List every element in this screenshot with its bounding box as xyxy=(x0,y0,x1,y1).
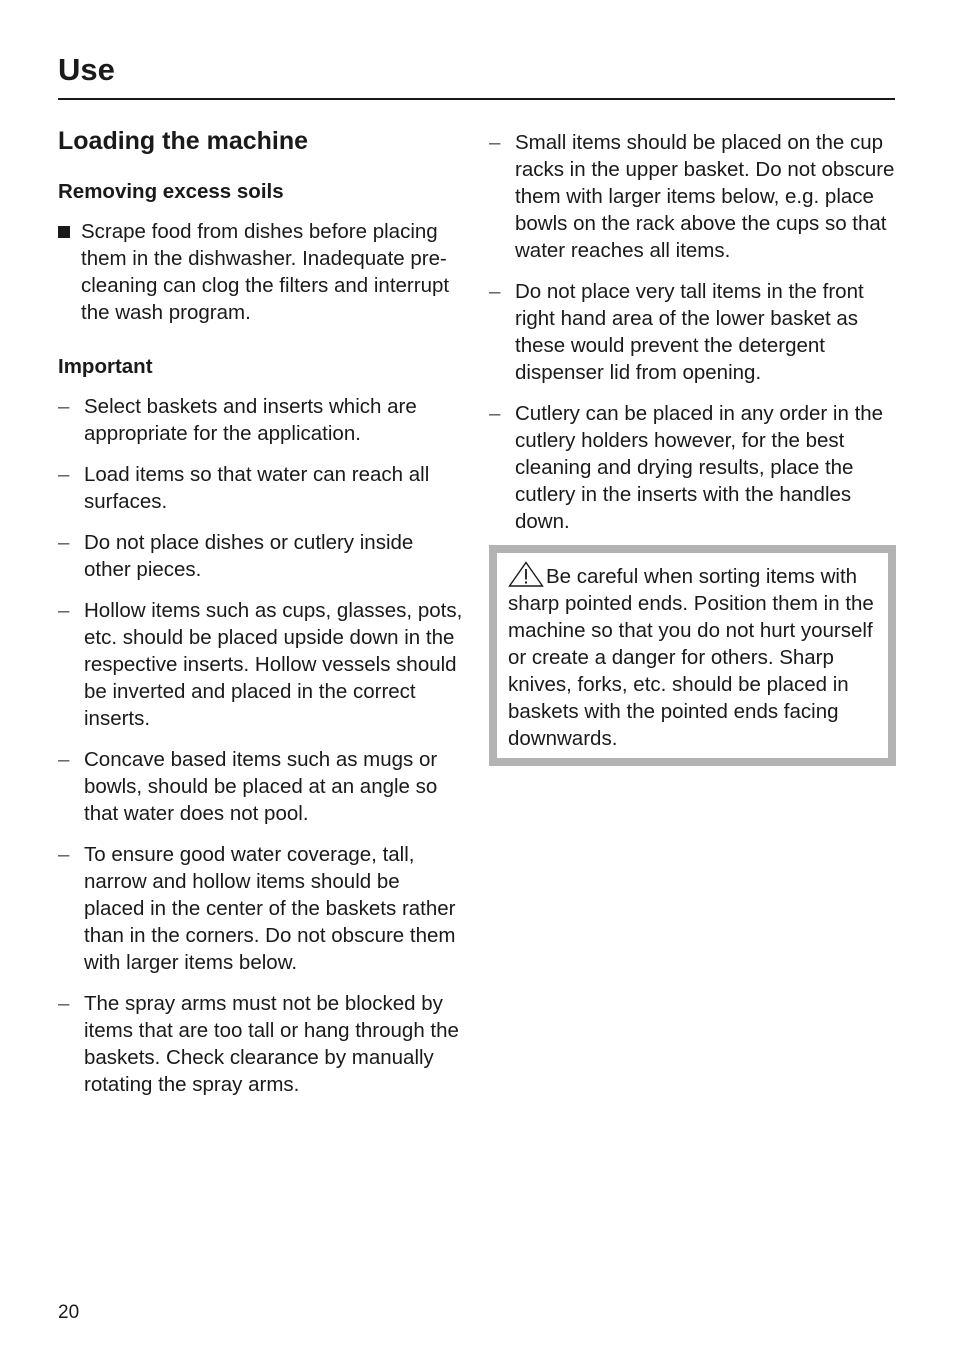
dash-bullet-icon: – xyxy=(58,395,70,418)
list-item-text: Load items so that water can reach all surfaces. xyxy=(84,463,430,513)
important-heading: Important xyxy=(58,355,153,378)
warning-box xyxy=(489,545,896,766)
dash-bullet-icon: – xyxy=(58,531,70,554)
list-item-text: Do not place very tall items in the front right hand area of the lower basket as these would prevent the detergent dispenser lid from opening. xyxy=(515,280,864,384)
dash-bullet-icon: – xyxy=(489,131,501,154)
list-item-text: Scrape food from dishes before placing them in the dishwasher. Inadequate pre-cleaning can clog the filters and interrupt the wash program. xyxy=(81,220,450,324)
list-item xyxy=(58,746,463,827)
title-divider xyxy=(58,98,895,100)
dash-bullet-icon: – xyxy=(58,748,70,771)
list-item-text: Hollow items such as cups, glasses, pots, etc. should be placed upside down in the respective inserts. Hollow vessels should be inverted and placed in the correct inserts. xyxy=(84,599,463,730)
list-item xyxy=(58,841,463,976)
list-item-text: Select baskets and inserts which are appropriate for the application. xyxy=(84,395,417,445)
page-title: Use xyxy=(58,52,115,87)
removing-soils-heading: Removing excess soils xyxy=(58,180,284,203)
dash-bullet-icon: – xyxy=(489,280,501,303)
list-item xyxy=(58,990,463,1098)
list-item-text: Concave based items such as mugs or bowls, should be placed at an angle so that water does not pool. xyxy=(84,748,438,825)
list-item-text: The spray arms must not be blocked by items that are too tall or hang through the baskets. Check clearance by manually rotating the spray arms. xyxy=(84,992,459,1096)
continued-list xyxy=(489,129,896,535)
list-item xyxy=(489,278,896,386)
list-item xyxy=(58,529,463,583)
list-item xyxy=(58,461,463,515)
list-item xyxy=(58,393,463,447)
list-item xyxy=(58,218,463,326)
list-item xyxy=(58,597,463,732)
list-item xyxy=(489,400,896,535)
list-item-text: To ensure good water coverage, tall, narrow and hollow items should be placed in the center of the baskets rather than in the corners. Do not obscure them with larger items below. xyxy=(84,843,456,974)
list-item-text: Cutlery can be placed in any order in the cutlery holders however, for the best cleaning and drying results, place the cutlery in the inserts with the handles down. xyxy=(515,402,884,533)
list-item xyxy=(489,129,896,264)
dash-bullet-icon: – xyxy=(489,402,501,425)
page-number: 20 xyxy=(58,1302,80,1323)
warning-text: Be careful when sorting items with sharp pointed ends. Position them in the machine so that you do not hurt yourself or create a danger for others. Sharp knives, forks, etc. should be placed in baskets with the pointed ends facing downwards. xyxy=(508,565,874,750)
removing-soils-list xyxy=(58,218,463,326)
section-heading: Loading the machine xyxy=(58,127,309,155)
dash-bullet-icon: – xyxy=(58,599,70,622)
square-bullet-icon xyxy=(58,226,70,238)
list-item-text: Small items should be placed on the cup racks in the upper basket. Do not obscure them with larger items below, e.g. place bowls on the rack above the cups so that water reaches all items. xyxy=(515,131,895,262)
warning-triangle-icon xyxy=(508,561,544,587)
important-list xyxy=(58,393,463,1098)
dash-bullet-icon: – xyxy=(58,463,70,486)
dash-bullet-icon: – xyxy=(58,992,70,1015)
left-column xyxy=(58,124,463,1098)
list-item-text: Do not place dishes or cutlery inside other pieces. xyxy=(84,531,414,581)
right-column xyxy=(489,129,896,766)
dash-bullet-icon: – xyxy=(58,843,70,866)
